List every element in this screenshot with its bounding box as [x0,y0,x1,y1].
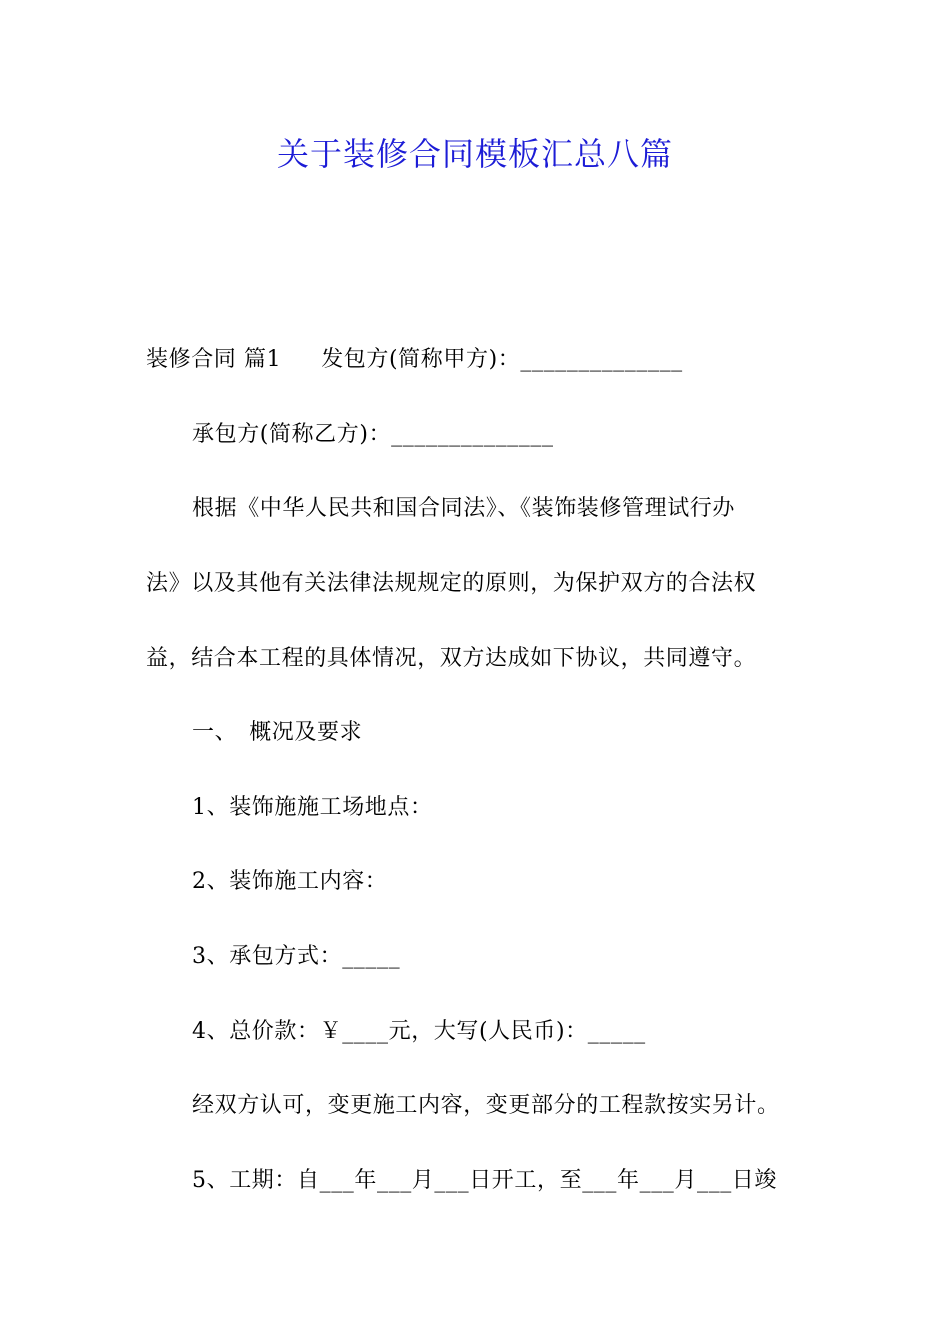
item-total-price: 4、总价款：￥____元，大写(人民币)：_____ [192,1019,646,1044]
section-number: 一、 [192,720,238,745]
paragraph-line-5: 益，结合本工程的具体情况，双方达成如下协议，共同遵守。 [146,646,757,671]
section-overview-heading [192,716,862,750]
item-contract-method: 3、承包方式：_____ [192,944,401,969]
document-title: 关于装修合同模板汇总八篇 [276,135,673,173]
item-construction-period: 5、工期：自___年___月___日开工，至___年___月___日竣 [192,1168,777,1193]
party-b-field: 承包方(简称乙方)：______________ [192,422,554,447]
party-a-field: 发包方(简称甲方)：______________ [321,347,683,372]
paragraph-line-3: 根据《中华人民共和国合同法》、《装饰装修管理试行办 [192,496,736,521]
section-title: 概况及要求 [249,720,363,745]
paragraph-line-1 [146,343,816,377]
item-site-location: 1、装饰施施工场地点： [192,795,433,820]
section-heading: 装修合同 篇1 [146,347,282,372]
paragraph-line-4: 法》以及其他有关法律法规规定的原则，为保护双方的合法权 [146,571,757,596]
paragraph-change-terms: 经双方认可，变更施工内容，变更部分的工程款按实另计。 [192,1093,780,1118]
item-work-content: 2、装饰施工内容： [192,869,388,894]
